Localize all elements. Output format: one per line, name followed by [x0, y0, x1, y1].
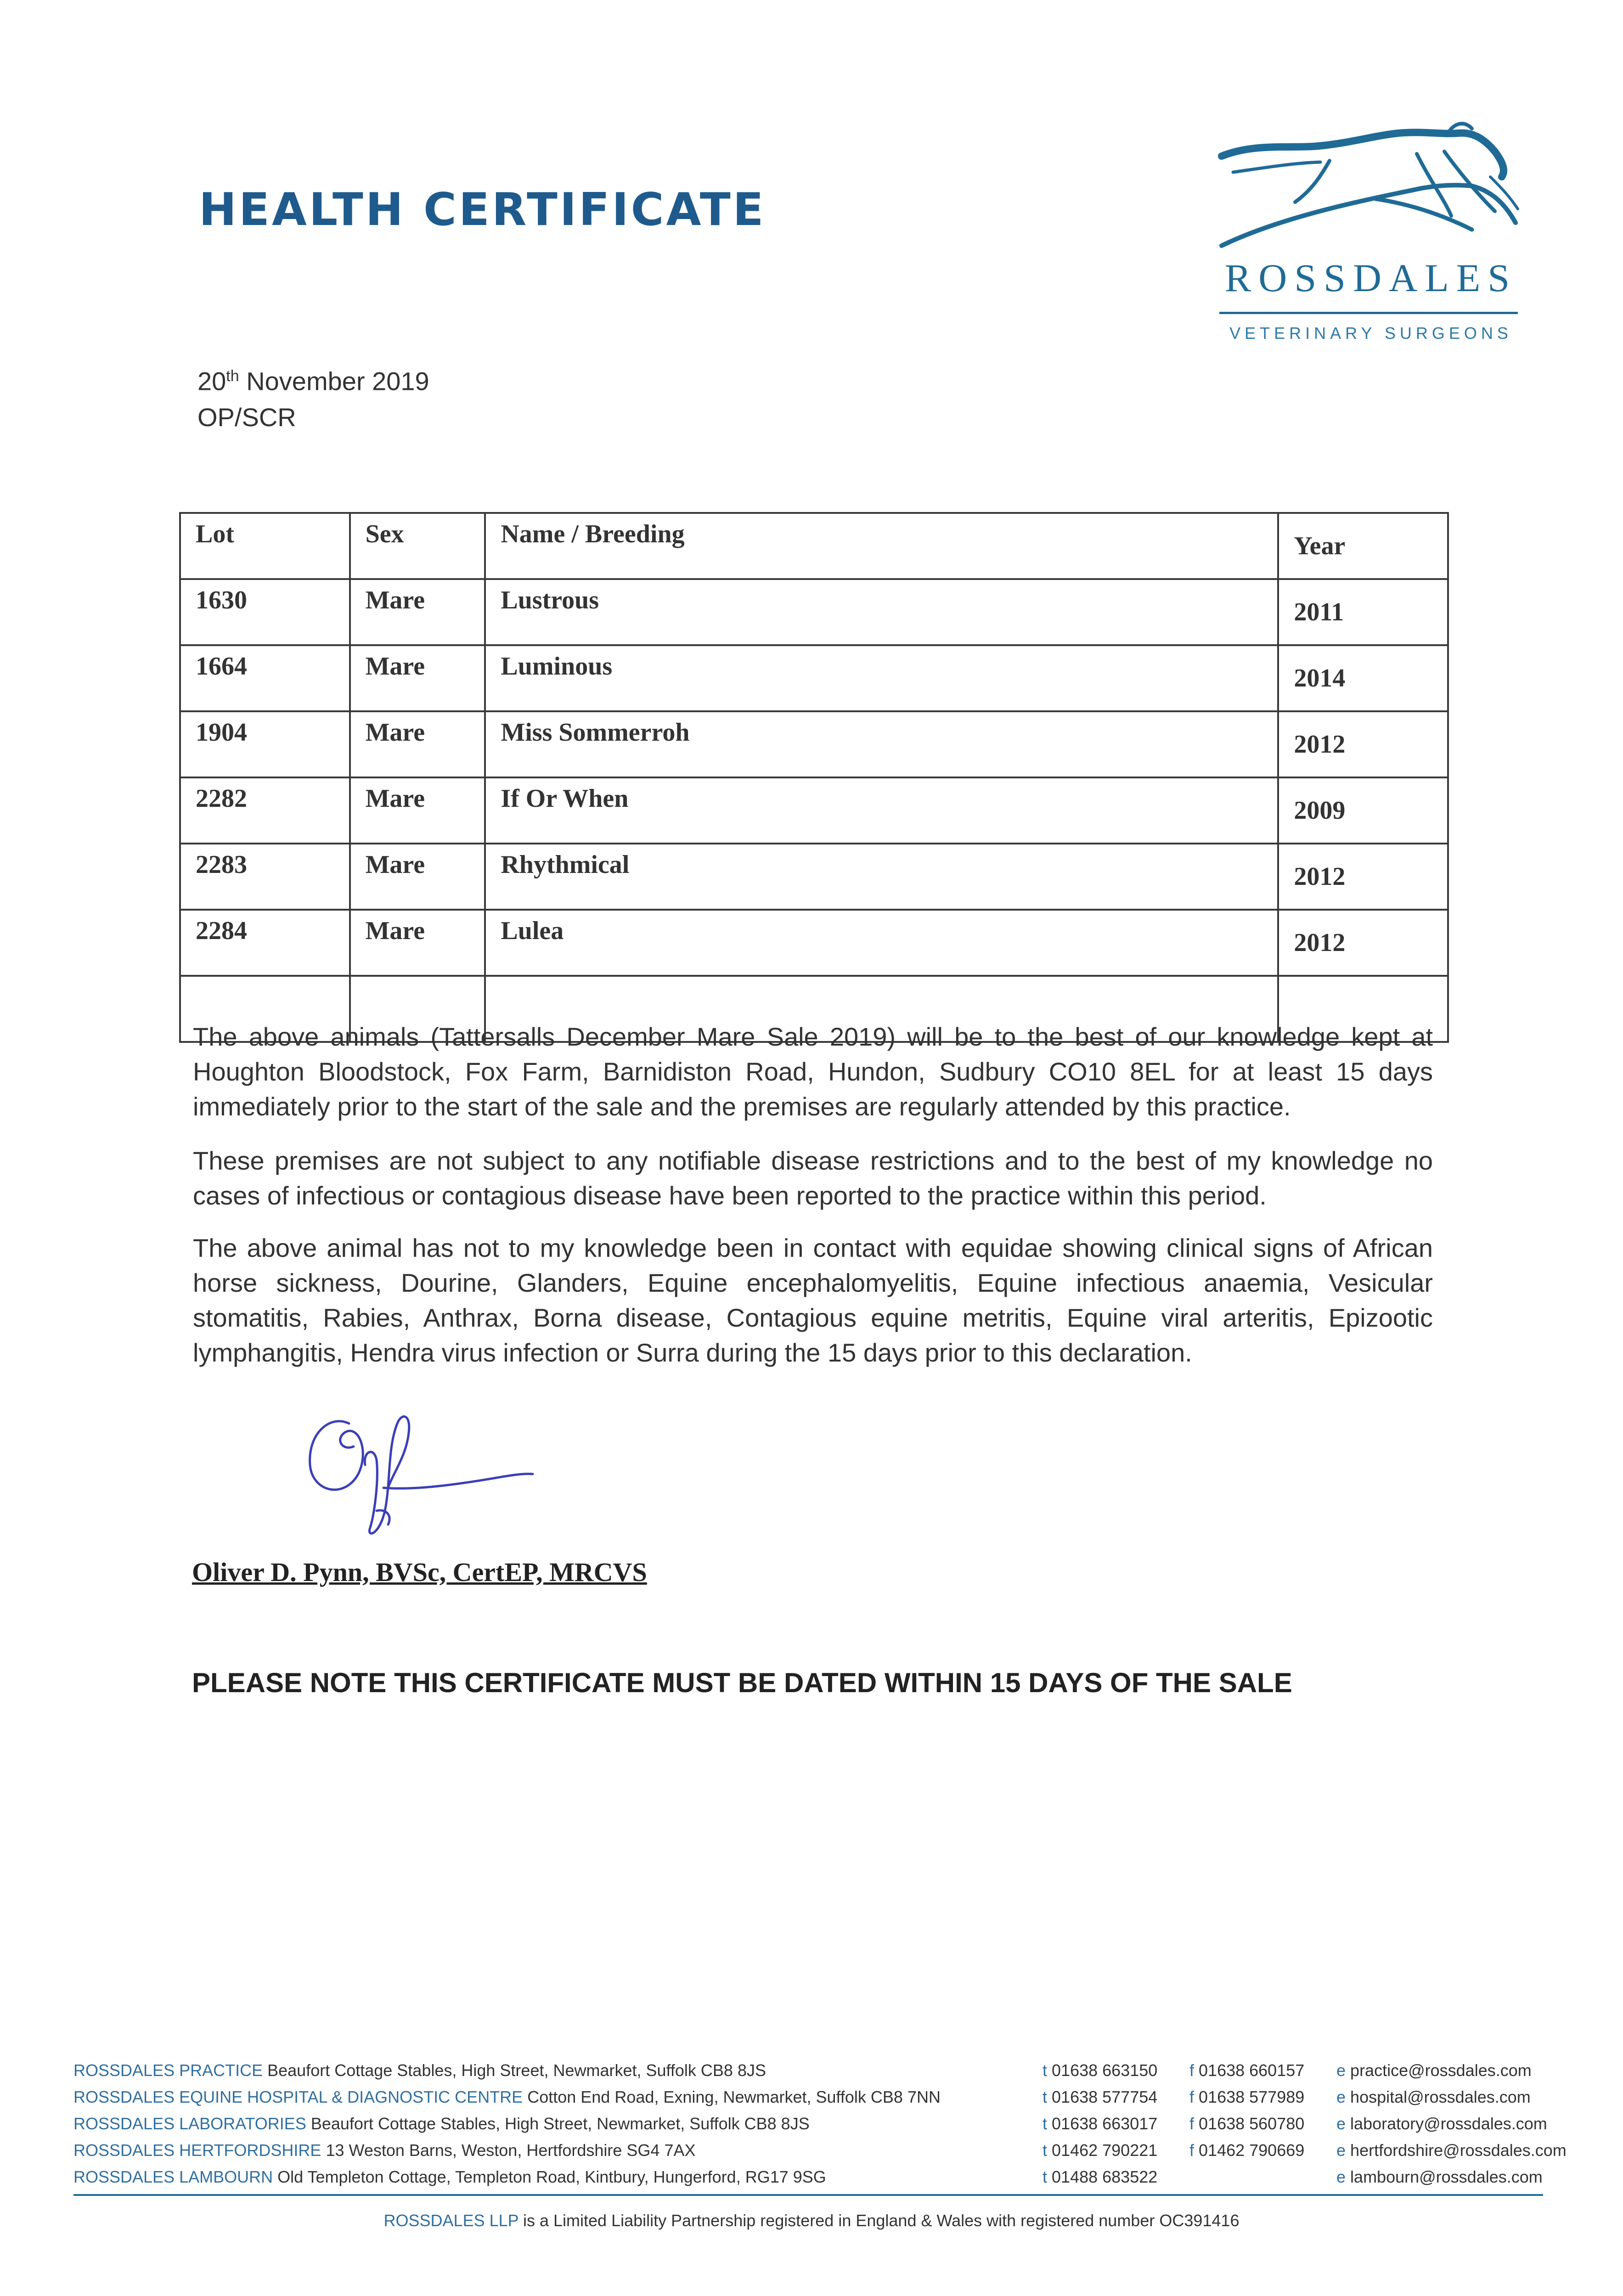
header-lot: Lot	[180, 513, 350, 579]
cell-sex: Mare	[350, 579, 485, 645]
office-fax: 01638 560780	[1199, 2114, 1305, 2133]
date-day: 20	[197, 366, 226, 396]
office-email[interactable]: lambourn@rossdales.com	[1350, 2167, 1543, 2186]
cell-lot: 2283	[180, 844, 350, 910]
table-row	[180, 777, 1448, 844]
footer-rule	[73, 2194, 1543, 2196]
cell-sex: Mare	[350, 645, 485, 711]
table-row	[180, 844, 1448, 910]
letter-meta	[197, 358, 429, 435]
date-rest: November 2019	[239, 366, 429, 396]
office-fax: 01462 790669	[1199, 2141, 1305, 2160]
office-tel[interactable]: 01462 790221	[1052, 2141, 1158, 2160]
office-name: ROSSDALES LABORATORIES	[73, 2114, 306, 2133]
cell-name: If Or When	[485, 777, 1278, 844]
cell-year: 2012	[1278, 910, 1448, 976]
brand-subtitle: VETERINARY SURGEONS	[1229, 324, 1512, 343]
rossdales-logo	[1215, 117, 1522, 356]
cell-name: Rhythmical	[485, 844, 1278, 910]
email-label: e	[1336, 2088, 1346, 2106]
llp-registration	[0, 2211, 1623, 2230]
fax-label: f	[1189, 2141, 1195, 2160]
letter-date	[197, 358, 429, 400]
cell-year: 2012	[1278, 844, 1448, 910]
office-fax: 01638 660157	[1199, 2061, 1305, 2080]
office-address: Beaufort Cottage Stables, High Street, Newmarket, Suffolk CB8 8JS	[263, 2061, 766, 2080]
fax-label: f	[1189, 2088, 1195, 2106]
office-name: ROSSDALES LAMBOURN	[73, 2167, 273, 2186]
office-email[interactable]: hospital@rossdales.com	[1350, 2088, 1531, 2106]
cell-sex: Mare	[350, 910, 485, 976]
tel-label: t	[1043, 2061, 1048, 2080]
llp-text: is a Limited Liability Partnership registered in England & Wales with registered number OC391416	[518, 2211, 1240, 2230]
paragraph-diseases: The above animal has not to my knowledge been in contact with equidae showing clinical signs of African horse sickness, Dourine, Glanders, Equine encephalomyelitis, Equine infectious anaemia, Vesicular stomatitis, Rabies, Anthrax, Borna disease, Contagious equine metritis, Equine viral arteritis, Epizootic lymphangitis, Hendra virus infection or Surra during the 15 days prior to this declaration.	[193, 1233, 1433, 1367]
footer-row	[73, 2110, 1580, 2137]
letter-reference: OP/SCR	[197, 402, 296, 432]
llp-name: ROSSDALES LLP	[383, 2211, 518, 2230]
office-name: ROSSDALES HERTFORDSHIRE	[73, 2141, 321, 2160]
footer-row	[73, 2164, 1580, 2190]
email-label: e	[1336, 2141, 1346, 2160]
header-sex: Sex	[350, 513, 485, 579]
cell-year: 2009	[1278, 777, 1448, 844]
office-address: Beaufort Cottage Stables, High Street, Newmarket, Suffolk CB8 8JS	[306, 2114, 810, 2133]
header-year: Year	[1278, 513, 1448, 579]
office-address: 13 Weston Barns, Weston, Hertfordshire SG4 7AX	[321, 2141, 696, 2160]
cell-lot: 2284	[180, 910, 350, 976]
footer-contacts	[73, 2057, 1580, 2190]
cell-name: Lulea	[485, 910, 1278, 976]
signer-name: Oliver D. Pynn, BVSc, CertEP, MRCVS	[192, 1557, 647, 1587]
office-tel[interactable]: 01638 663150	[1052, 2061, 1158, 2080]
cell-name: Lustrous	[485, 579, 1278, 645]
office-tel[interactable]: 01638 663017	[1052, 2114, 1158, 2133]
date-suffix: th	[226, 367, 239, 385]
cell-name: Miss Sommerroh	[485, 711, 1278, 777]
table-header-row	[180, 513, 1448, 579]
cell-year: 2012	[1278, 711, 1448, 777]
brand-name: ROSSDALES	[1224, 256, 1517, 300]
header-name: Name / Breeding	[485, 513, 1278, 579]
tel-label: t	[1043, 2141, 1048, 2160]
cell-year: 2011	[1278, 579, 1448, 645]
email-label: e	[1336, 2167, 1346, 2186]
table-row	[180, 645, 1448, 711]
office-name: ROSSDALES EQUINE HOSPITAL & DIAGNOSTIC CENTRE	[73, 2088, 523, 2106]
office-address: Old Templeton Cottage, Templeton Road, Kintbury, Hungerford, RG17 9SG	[273, 2167, 826, 2186]
fax-label: f	[1189, 2061, 1195, 2080]
office-name: ROSSDALES PRACTICE	[73, 2061, 263, 2080]
certificate-title: HEALTH CERTIFICATE	[199, 184, 766, 236]
footer-row	[73, 2057, 1580, 2084]
cell-lot: 1630	[180, 579, 350, 645]
dating-note: PLEASE NOTE THIS CERTIFICATE MUST BE DATED WITHIN 15 DAYS OF THE SALE	[192, 1667, 1292, 1698]
office-email[interactable]: hertfordshire@rossdales.com	[1350, 2141, 1567, 2160]
office-email[interactable]: practice@rossdales.com	[1350, 2061, 1532, 2080]
cell-sex: Mare	[350, 711, 485, 777]
handwritten-signature	[294, 1396, 542, 1552]
tel-label: t	[1043, 2167, 1048, 2186]
office-fax: 01638 577989	[1199, 2088, 1305, 2106]
tel-label: t	[1043, 2088, 1048, 2106]
cell-lot: 2282	[180, 777, 350, 844]
office-tel[interactable]: 01488 683522	[1052, 2167, 1158, 2186]
cell-name: Luminous	[485, 645, 1278, 711]
brand-rule	[1219, 312, 1518, 314]
fax-label: f	[1189, 2114, 1195, 2133]
horse-logo-icon	[1215, 117, 1522, 255]
office-tel[interactable]: 01638 577754	[1052, 2088, 1158, 2106]
paragraph-premises: The above animals (Tattersalls December Mare Sale 2019) will be to the best of our knowledge kept at Houghton Bloodstock, Fox Farm, Barnidiston Road, Hundon, Sudbury CO10 8EL for at least 15 days immediately prior to the start of the sale and the premises are regularly attended by this practice.	[193, 1022, 1433, 1121]
tel-label: t	[1043, 2114, 1048, 2133]
cell-sex: Mare	[350, 777, 485, 844]
table-row	[180, 910, 1448, 976]
table-row	[180, 711, 1448, 777]
footer-row	[73, 2084, 1580, 2110]
lots-table	[179, 512, 1449, 1043]
email-label: e	[1336, 2061, 1346, 2080]
footer-row	[73, 2137, 1580, 2164]
cell-lot: 1904	[180, 711, 350, 777]
office-address: Cotton End Road, Exning, Newmarket, Suffolk CB8 7NN	[523, 2088, 941, 2106]
cell-lot: 1664	[180, 645, 350, 711]
cell-year: 2014	[1278, 645, 1448, 711]
paragraph-restrictions: These premises are not subject to any notifiable disease restrictions and to the best of my knowledge no cases of infectious or contagious disease have been reported to the practice within this period.	[193, 1146, 1433, 1210]
table-row	[180, 579, 1448, 645]
email-label: e	[1336, 2114, 1346, 2133]
office-email[interactable]: laboratory@rossdales.com	[1350, 2114, 1547, 2133]
cell-sex: Mare	[350, 844, 485, 910]
